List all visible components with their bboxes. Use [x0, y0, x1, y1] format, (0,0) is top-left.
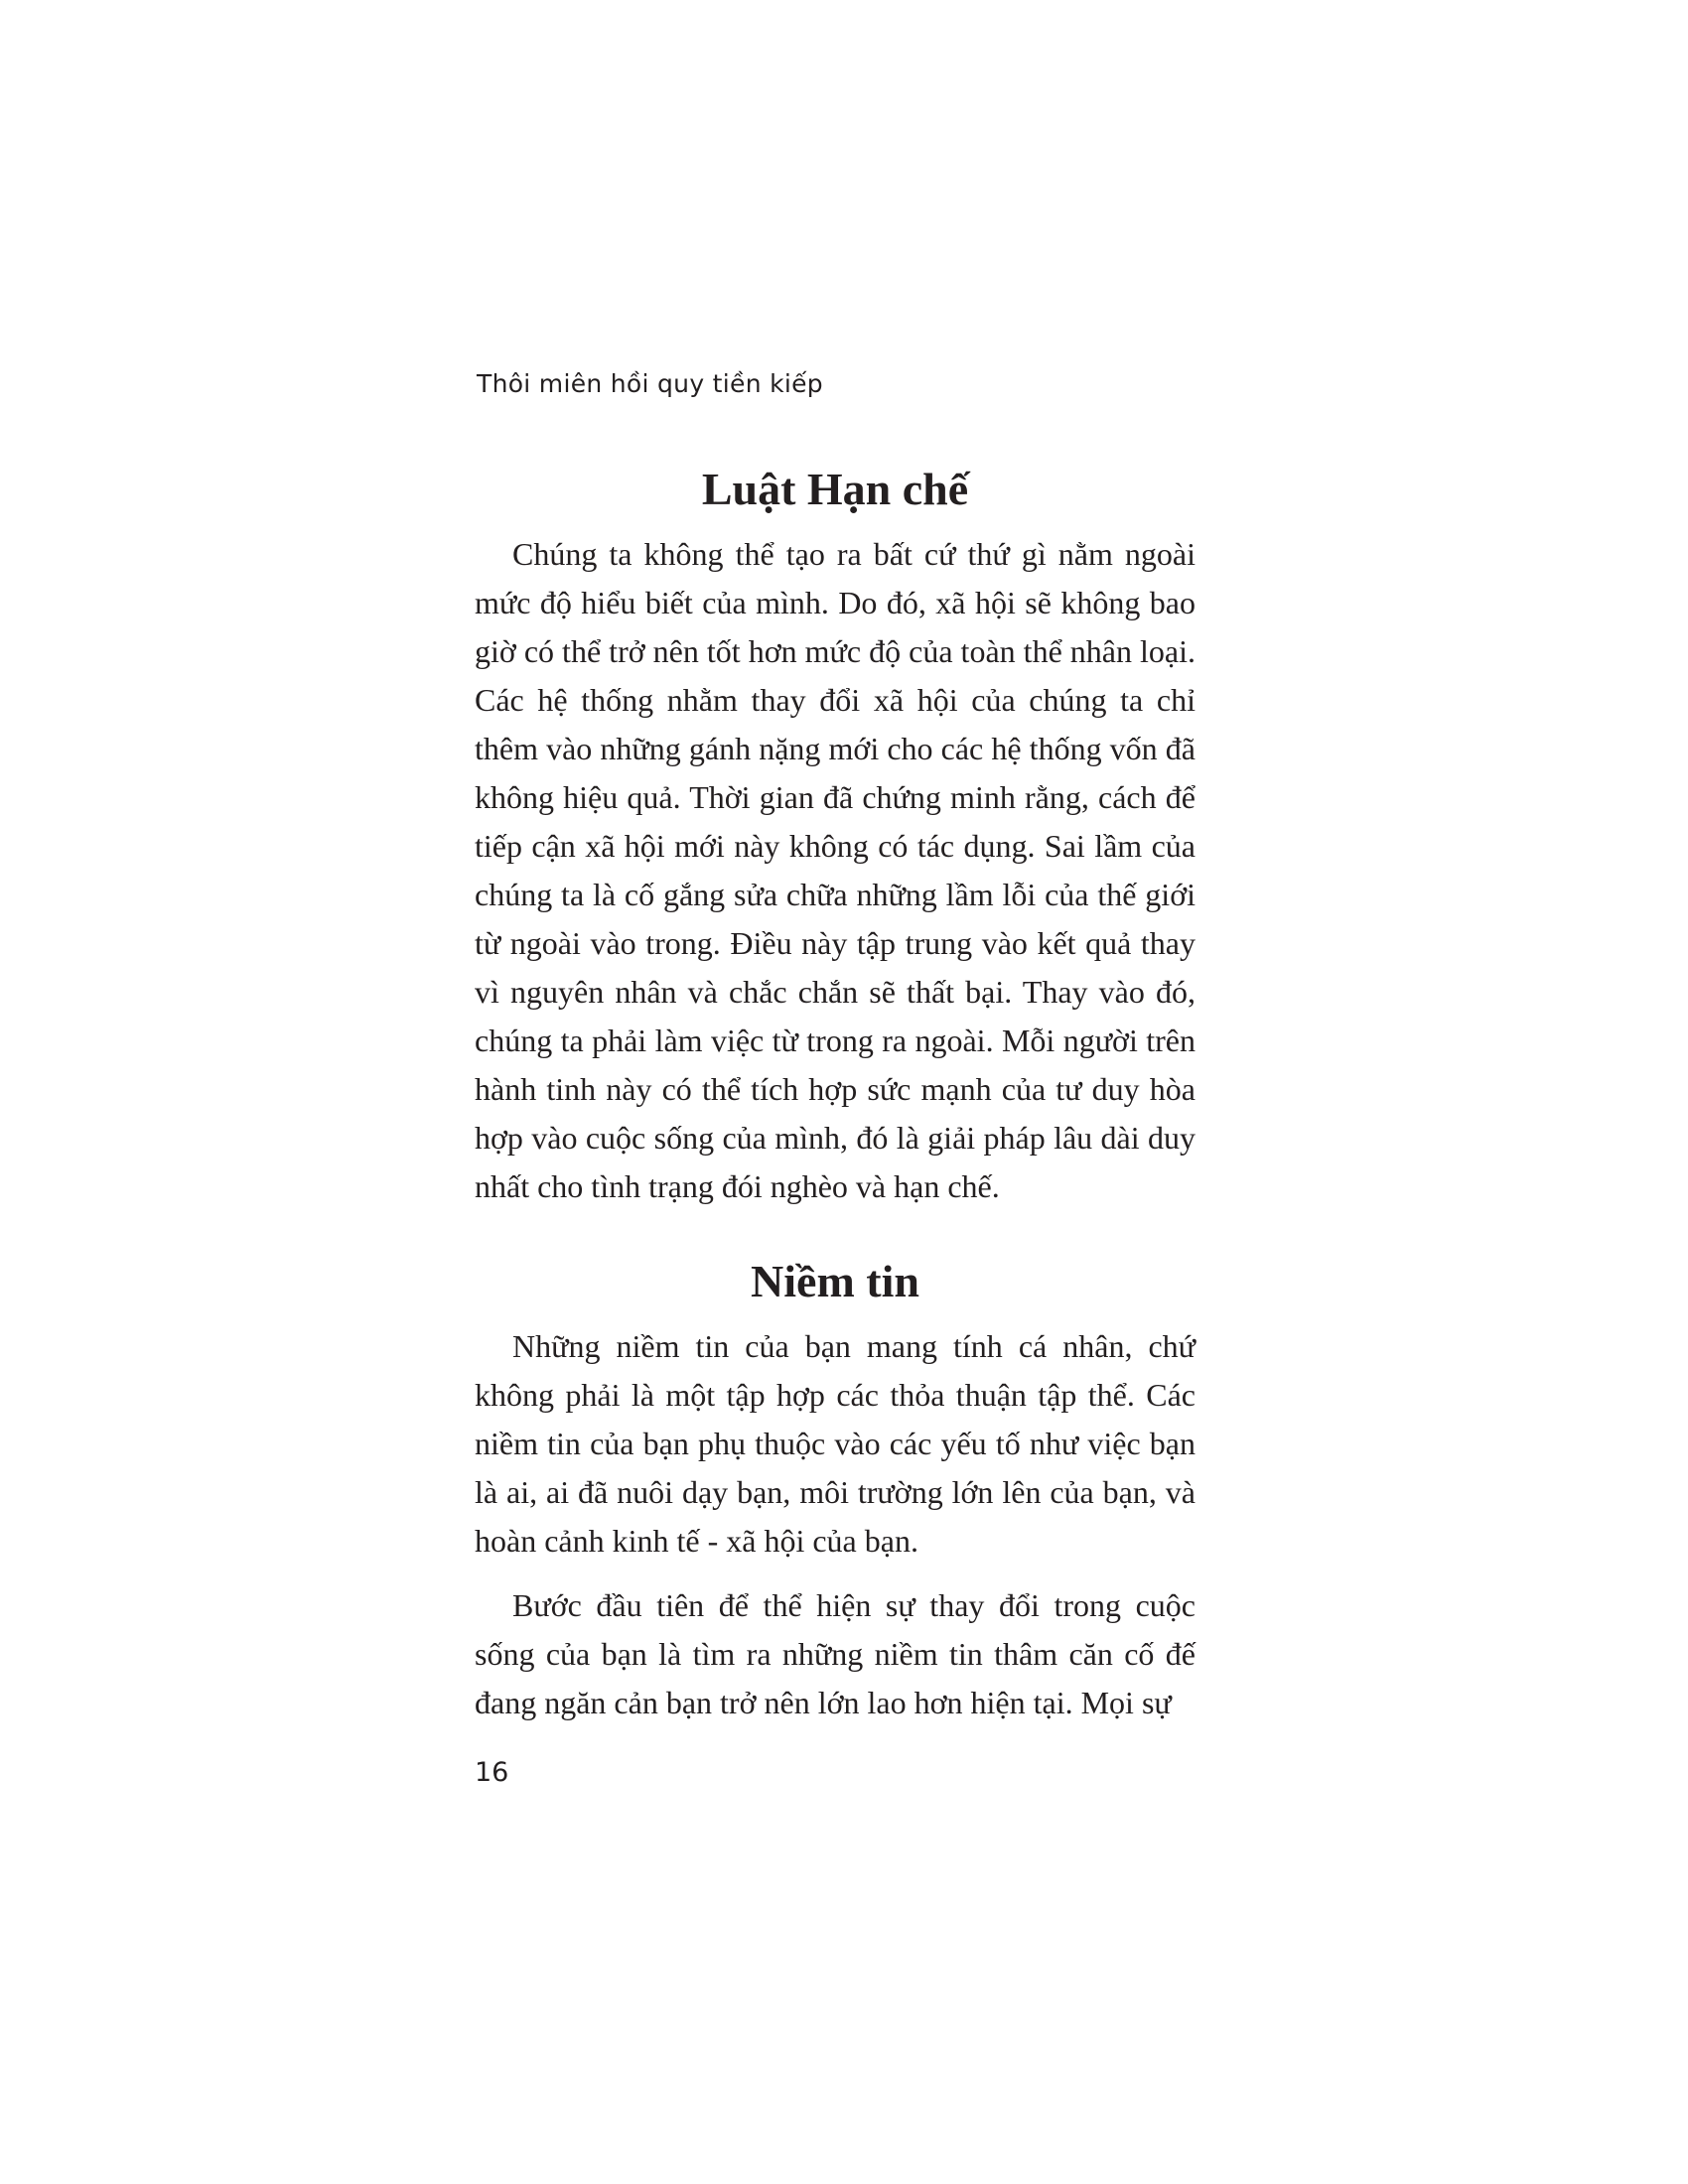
page-body [475, 457, 1196, 1727]
section-title-niem-tin: Niềm tin [751, 1256, 919, 1306]
paragraph: Bước đầu tiên để thể hiện sự thay đổi trong cuộc sống của bạn là tìm ra những niềm tin thâm căn cố đế đang ngăn cản bạn trở nên lớn lao hơn hiện tại. Mọi sự [475, 1587, 1196, 1720]
running-header: Thôi miên hồi quy tiền kiếp [477, 369, 823, 398]
paragraph: Những niềm tin của bạn mang tính cá nhân, chứ không phải là một tập hợp các thỏa thuận tập thể. Các niềm tin của bạn phụ thuộc vào các yếu tố như việc bạn là ai, ai đã nuôi dạy bạn, môi trường lớn lên của bạn, và hoàn cảnh kinh tế - xã hội của bạn. [475, 1328, 1196, 1559]
page-number: 16 [475, 1757, 509, 1788]
paragraph: Chúng ta không thể tạo ra bất cứ thứ gì nằm ngoài mức độ hiểu biết của mình. Do đó, xã hội sẽ không bao giờ có thể trở nên tốt hơn mức độ của toàn thể nhân loại. Các hệ thống nhằm thay đổi xã hội của chúng ta chỉ thêm vào những gánh nặng mới cho các hệ thống vốn đã không hiệu quả. Thời gian đã chứng minh rằng, cách để tiếp cận xã hội mới này không có tác dụng. Sai lầm của chúng ta là cố gắng sửa chữa những lầm lỗi của thế giới từ ngoài vào trong. Điều này tập trung vào kết quả thay vì nguyên nhân và chắc chắn sẽ thất bại. Thay vào đó, chúng ta phải làm việc từ trong ra ngoài. Mỗi người trên hành tinh này có thể tích hợp sức mạnh của tư duy hòa hợp vào cuộc sống của mình, đó là giải pháp lâu dài duy nhất cho tình trạng đói nghèo và hạn chế. [475, 536, 1196, 1204]
section-title-luat-han-che: Luật Hạn chế [701, 464, 969, 514]
